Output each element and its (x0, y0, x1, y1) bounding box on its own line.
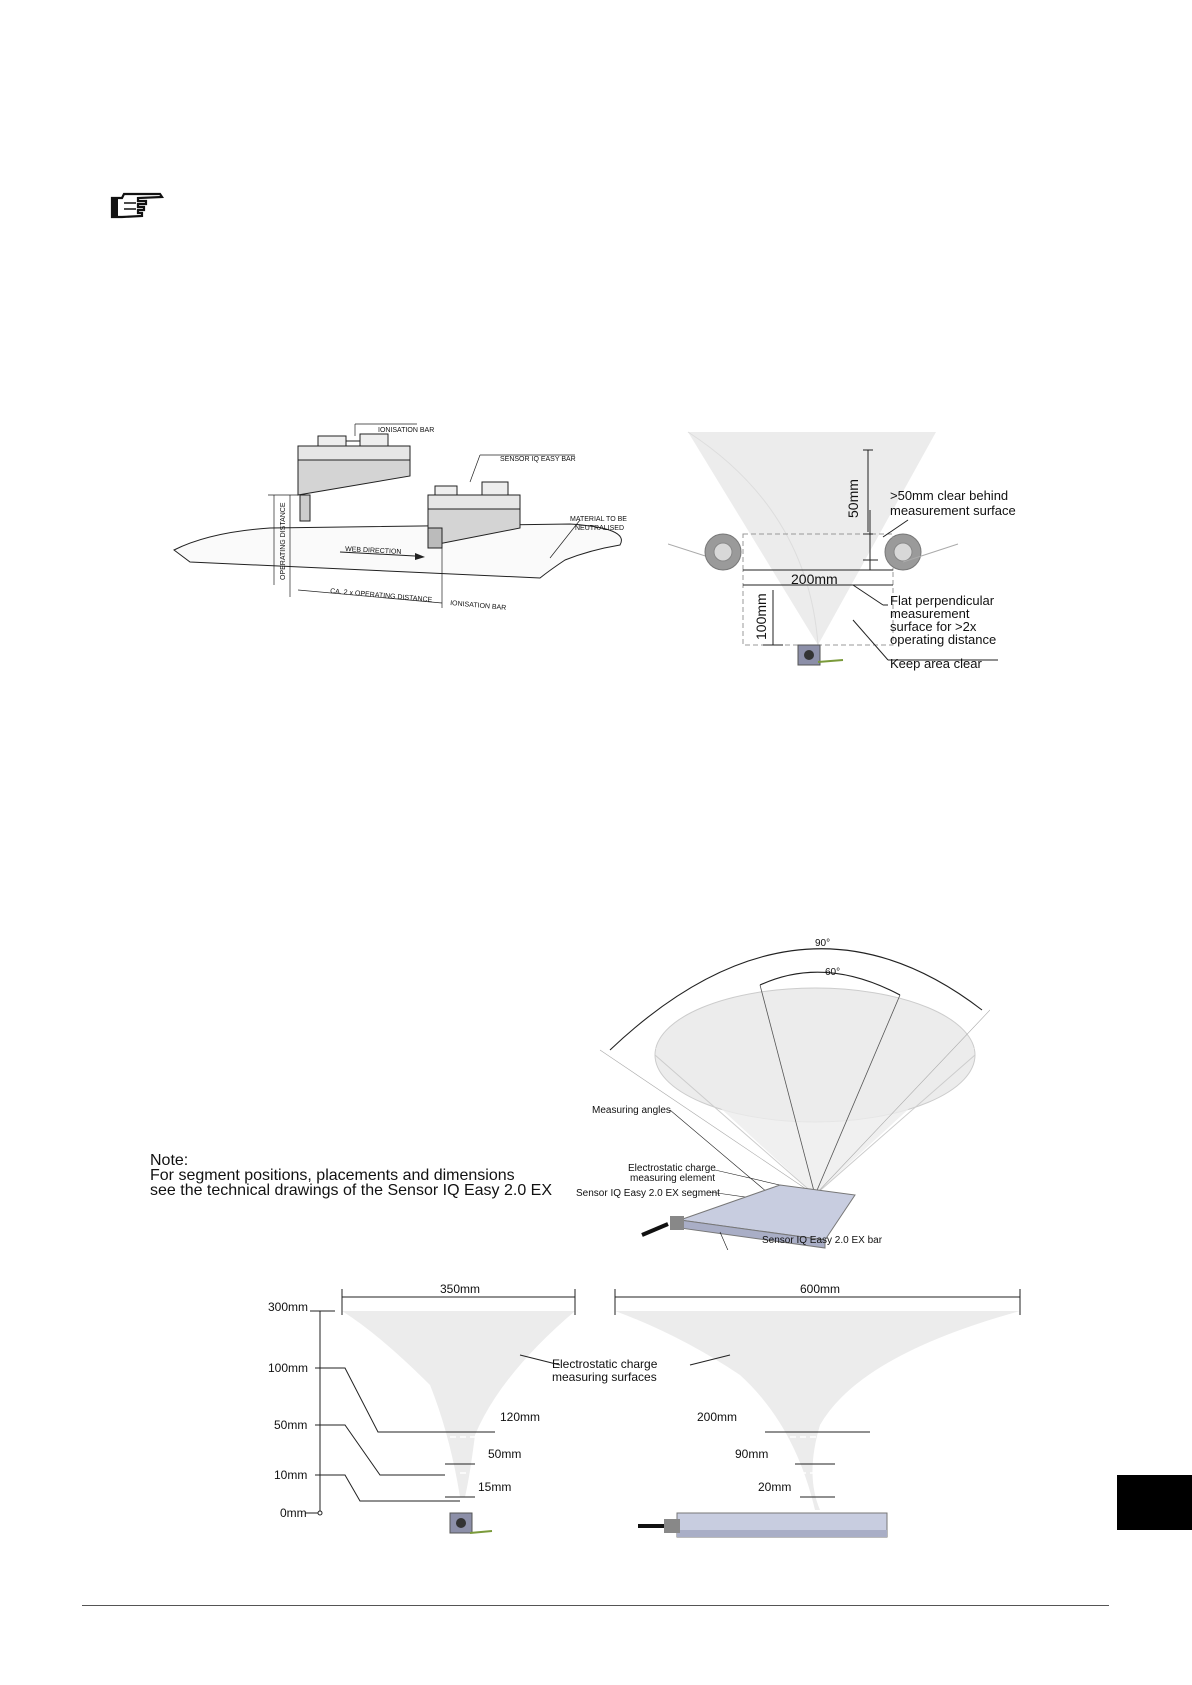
ionisation-bar-graphic (298, 434, 410, 521)
width-600-label: 600mm (800, 1282, 841, 1296)
flat-surface-label-3: surface for >2x (890, 619, 977, 634)
clear-behind-label-2: measurement surface (890, 503, 1016, 518)
material-label-2: NEUTRALISED (575, 525, 625, 532)
dim-200-label: 200mm (791, 571, 838, 587)
ca-distance-label: CA. 2 x OPERATING DISTANCE (329, 588, 433, 604)
width-350-label: 350mm (440, 1282, 481, 1296)
note-title: Note: (150, 1152, 189, 1169)
width-20-label: 20mm (758, 1480, 792, 1494)
note-block (150, 1153, 552, 1198)
y-100-label: 100mm (268, 1361, 309, 1375)
ionisation-bar-label-2: IONISATION BAR (449, 600, 507, 612)
y-50-label: 50mm (274, 1418, 308, 1432)
angle-60-label: 60° (825, 967, 841, 978)
sensor-bar-label: SENSOR IQ EASY BAR (500, 456, 576, 463)
surfaces-label-2: measuring surfaces (552, 1370, 657, 1384)
operating-distance-label: OPERATING DISTANCE (280, 502, 287, 580)
keep-clear-label: Keep area clear (890, 656, 982, 671)
width-90-label: 90mm (735, 1447, 769, 1461)
dim-50-label: 50mm (845, 479, 861, 518)
installation-diagram (170, 420, 640, 620)
flat-surface-label-4: operating distance (890, 632, 997, 647)
note-line-3: see the technical drawings of the Sensor IQ Easy 2.0 EX (150, 1182, 552, 1199)
pointing-hand-icon (108, 190, 168, 222)
width-120-label: 120mm (500, 1410, 541, 1424)
measuring-surfaces-diagram (260, 1275, 1040, 1555)
clear-behind-label: >50mm clear behind (890, 488, 1009, 503)
measurement-clearance-diagram (668, 430, 1068, 690)
bar-label: Sensor IQ Easy 2.0 EX bar (762, 1235, 883, 1246)
y-0-label: 0mm (280, 1506, 307, 1520)
dim-100-label: 100mm (753, 593, 769, 640)
web-direction-label: WEB DIRECTION (344, 546, 402, 556)
measuring-angles-diagram (570, 930, 990, 1250)
element-label-2: measuring element (630, 1173, 716, 1184)
segment-label: Sensor IQ Easy 2.0 EX segment (576, 1188, 720, 1199)
y-10-label: 10mm (274, 1468, 308, 1482)
footer-divider (82, 1605, 1109, 1606)
chapter-tab (1117, 1475, 1192, 1530)
note-line-2: For segment positions, placements and dimensions (150, 1167, 515, 1184)
y-300-label: 300mm (268, 1300, 309, 1314)
flat-surface-label-2: measurement (890, 606, 970, 621)
angle-90-label: 90° (815, 938, 831, 949)
flat-surface-label: Flat perpendicular (890, 593, 995, 608)
width-50-label: 50mm (488, 1447, 522, 1461)
surfaces-label: Electrostatic charge (552, 1357, 658, 1371)
width-200-label: 200mm (697, 1410, 738, 1424)
measuring-angles-label: Measuring angles (592, 1105, 671, 1116)
ionisation-bar-label: IONISATION BAR (378, 427, 435, 434)
width-15-label: 15mm (478, 1480, 512, 1494)
material-label: MATERIAL TO BE (570, 516, 627, 523)
element-label: Electrostatic charge (628, 1163, 716, 1174)
